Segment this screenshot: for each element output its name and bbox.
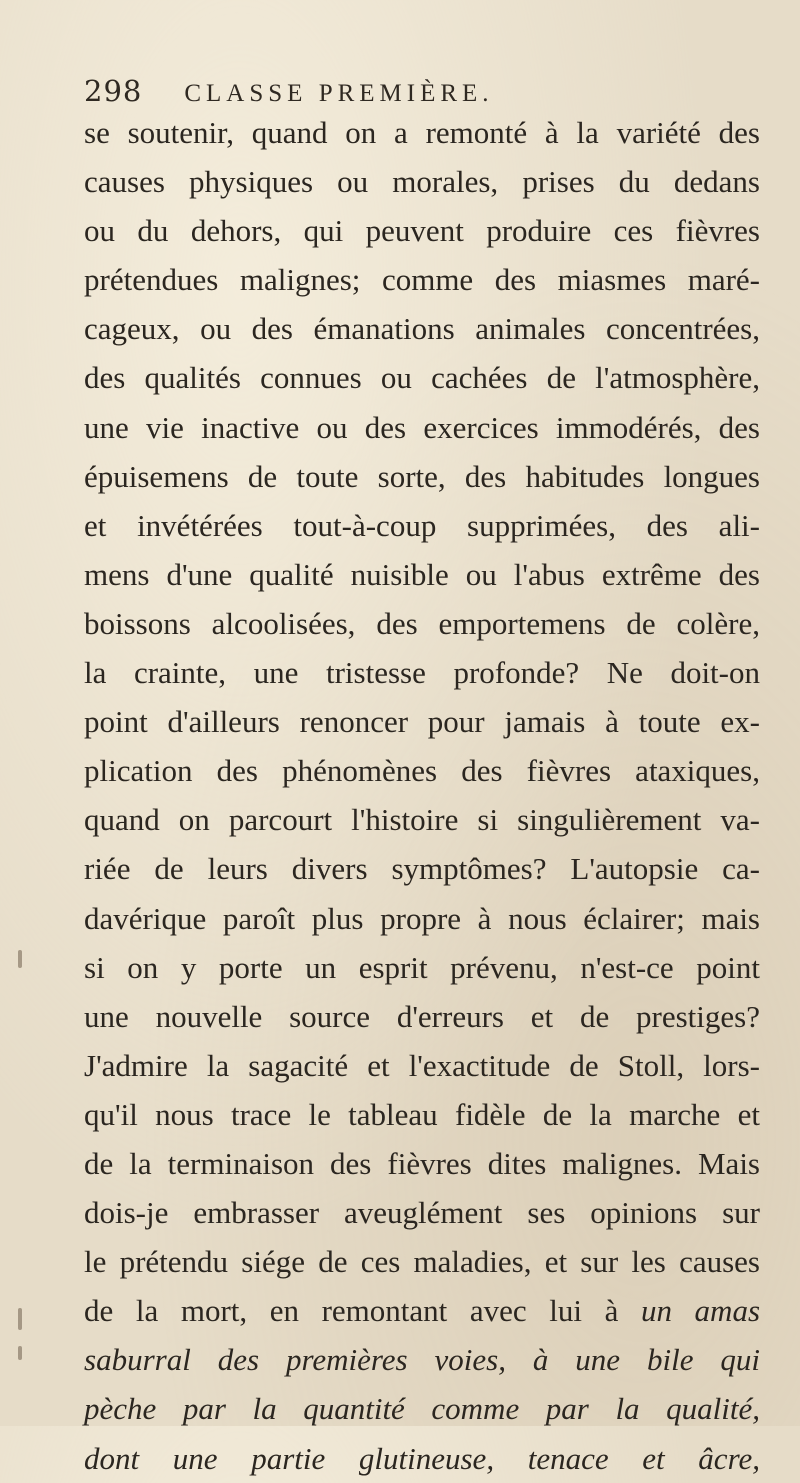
text-line: qu'il nous trace le tableau fidèle de la marche et xyxy=(84,1096,760,1132)
body-text xyxy=(84,108,760,1483)
text-line: cageux, ou des émanations animales concentrées, xyxy=(84,311,760,347)
text-line: des qualités connues ou cachées de l'atmosphère, xyxy=(84,360,760,396)
text-line: se soutenir, quand on a remonté à la variété des xyxy=(84,115,760,150)
text-line-italic: dont une partie glutineuse, tenace et âcre, xyxy=(84,1440,760,1476)
text-line: riée de leurs divers symptômes? L'autopsie ca- xyxy=(84,851,760,887)
text-line: une nouvelle source d'erreurs et de prestiges? xyxy=(84,998,760,1034)
text-line: et invétérées tout-à-coup supprimées, des ali- xyxy=(84,507,760,543)
text-line: ou du dehors, qui peuvent produire ces fièvres xyxy=(84,213,760,249)
text-line: quand on parcourt l'histoire si singulièrement va- xyxy=(84,802,760,838)
text-line-italic: saburral des premières voies, à une bile qui xyxy=(84,1342,760,1378)
text-line-mixed xyxy=(84,1286,760,1335)
text-line: mens d'une qualité nuisible ou l'abus extrême des xyxy=(84,556,760,592)
text-roman: de la mort, en remontant avec lui à xyxy=(84,1293,641,1329)
text-line: la crainte, une tristesse profonde? Ne doit-on xyxy=(84,655,760,691)
margin-mark xyxy=(18,950,22,968)
running-head: CLASSE PREMIÈRE. xyxy=(184,80,494,107)
text-line: le prétendu siége de ces maladies, et sur les causes xyxy=(84,1244,760,1280)
page-number: 298 xyxy=(84,74,143,108)
margin-mark xyxy=(18,1308,22,1330)
text-line: prétendues malignes; comme des miasmes maré- xyxy=(84,262,760,298)
margin-mark xyxy=(18,1346,22,1360)
text-line: point d'ailleurs renoncer pour jamais à toute ex- xyxy=(84,704,760,740)
text-line: causes physiques ou morales, prises du dedans xyxy=(84,164,760,200)
text-line: si on y porte un esprit prévenu, n'est-ce point xyxy=(84,949,760,985)
text-line: épuisemens de toute sorte, des habitudes longues xyxy=(84,458,760,494)
text-line: une vie inactive ou des exercices immodérés, des xyxy=(84,409,760,445)
text-line: boissons alcoolisées, des emportemens de colère, xyxy=(84,605,760,641)
text-line: dois-je embrasser aveuglément ses opinions sur xyxy=(84,1195,760,1231)
text-line-italic: pèche par la quantité comme par la qualité, xyxy=(84,1391,760,1427)
text-line: davérique paroît plus propre à nous éclairer; mais xyxy=(84,900,760,936)
text-line: plication des phénomènes des fièvres ataxiques, xyxy=(84,753,760,789)
text-line: J'admire la sagacité et l'exactitude de Stoll, lors- xyxy=(84,1047,760,1083)
text-line: de la terminaison des fièvres dites malignes. Mais xyxy=(84,1145,760,1181)
text-italic: un amas xyxy=(640,1293,761,1329)
